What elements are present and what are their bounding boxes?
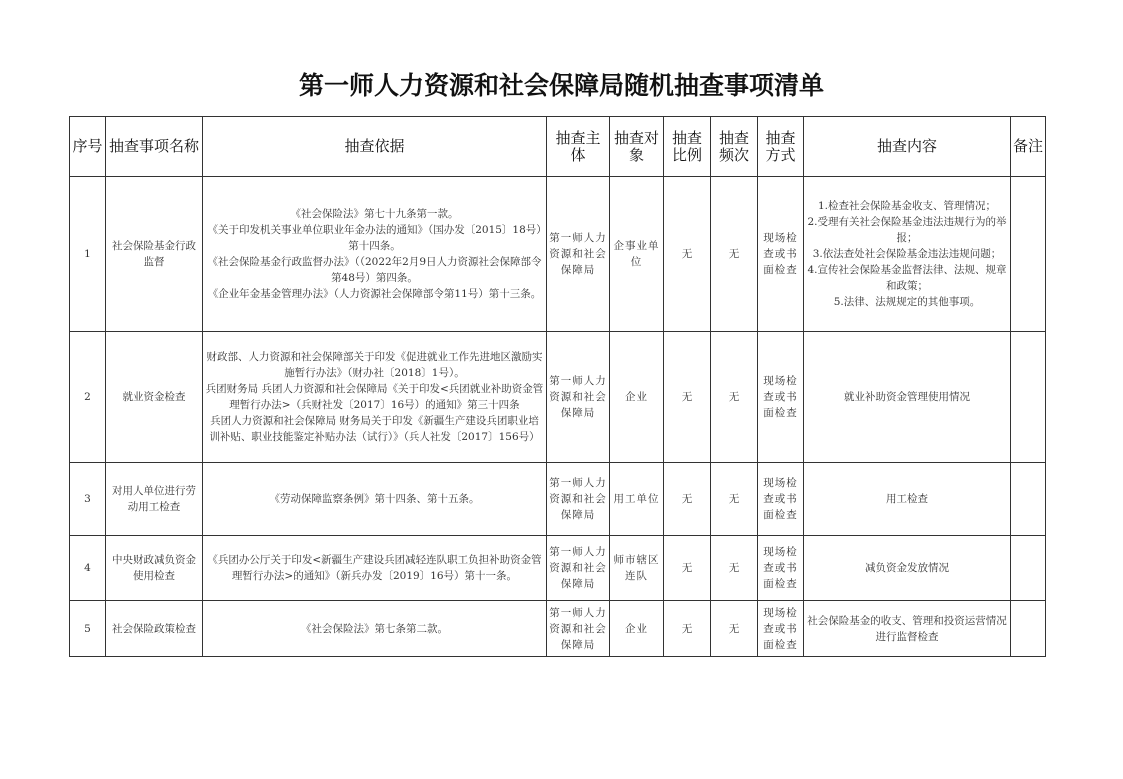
cell-seq: 2 [70,332,106,463]
cell-ratio: 无 [664,601,711,657]
cell-seq: 4 [70,536,106,601]
page-title: 第一师人力资源和社会保障局随机抽查事项清单 [298,71,824,100]
content-line: 4.宣传社会保险基金监督法律、法规、规章和政策； [807,264,1007,292]
cell-subject: 第一师人力资源和社会保障局 [547,463,610,536]
cell-ratio: 无 [664,177,711,332]
basis-line: 《企业年金基金管理办法》（人力资源社会保障部令第11号）第十三条。 [207,288,542,300]
cell-remark [1011,177,1046,332]
cell-seq: 5 [70,601,106,657]
basis-line: 《社会保险法》第七十九条第一款。 [290,208,459,220]
cell-basis [203,463,547,536]
cell-name: 对用人单位进行劳动用工检查 [106,463,203,536]
cell-content [804,463,1011,536]
header-object: 抽查对象 [610,117,664,177]
cell-basis [203,332,547,463]
basis-line: 《劳动保障监察条例》第十四条、第十五条。 [269,493,480,505]
cell-method: 现场检查或书面检查 [758,332,804,463]
table-row [70,332,1046,463]
basis-line: 《兵团办公厅关于印发<新疆生产建设兵团减轻连队职工负担补助资金管理暂行办法>的通知》（新兵办发〔2019〕16号）第十一条。 [207,554,542,582]
cell-object: 企业 [610,332,664,463]
basis-line: 《社会保险法》第七条第二款。 [301,622,448,635]
basis-line: 财政部、人力资源和社会保障部关于印发《促进就业工作先进地区激励实施暂行办法》（财办社〔2018〕1号）。 [206,351,543,379]
cell-subject: 第一师人力资源和社会保障局 [547,536,610,601]
table-row [70,177,1046,332]
cell-ratio: 无 [664,536,711,601]
cell-name: 就业资金检查 [106,332,203,463]
content-line: 就业补助资金管理使用情况 [844,391,970,403]
content-line: 用工检查 [886,493,928,505]
content-line: 3.依法查处社会保险基金违法违规问题； [812,248,1002,260]
cell-frequency: 无 [711,177,758,332]
cell-ratio: 无 [664,463,711,536]
cell-name: 社会保险基金行政监督 [106,177,203,332]
cell-basis [203,536,547,601]
content-line: 减负资金发放情况 [865,562,949,574]
header-basis: 抽查依据 [203,117,547,177]
cell-name: 中央财政减负资金使用检查 [106,536,203,601]
cell-frequency: 无 [711,463,758,536]
cell-content [804,177,1011,332]
header-frequency: 抽查频次 [711,117,758,177]
content-line: 5.法律、法规规定的其他事项。 [833,296,981,308]
cell-method: 现场检查或书面检查 [758,463,804,536]
cell-content [804,601,1011,657]
cell-object: 企事业单位 [610,177,664,332]
cell-subject: 第一师人力资源和社会保障局 [547,177,610,332]
content-line: 1.检查社会保险基金收支、管理情况； [817,200,997,212]
basis-line: 《社会保险基金行政监督办法》（（2022年2月9日人力资源社会保障部令第48号）第四条。 [207,256,542,284]
table-row [70,601,1046,657]
cell-basis [203,601,547,657]
table-row [70,463,1046,536]
cell-ratio: 无 [664,332,711,463]
cell-name: 社会保险政策检查 [106,601,203,657]
cell-frequency: 无 [711,536,758,601]
cell-seq: 3 [70,463,106,536]
cell-remark [1011,601,1046,657]
header-remark: 备注 [1011,117,1046,177]
header-name: 抽查事项名称 [106,117,203,177]
basis-line: 兵团财务局 兵团人力资源和社会保障局《关于印发<兵团就业补助资金管理暂行办法>（兵财社发〔2017〕16号）的通知》第三十四条 [205,383,544,411]
cell-method: 现场检查或书面检查 [758,601,804,657]
header-subject: 抽查主体 [547,117,610,177]
inspection-items-table [69,116,1046,657]
cell-remark [1011,536,1046,601]
header-row [70,117,1046,177]
cell-frequency: 无 [711,332,758,463]
cell-object: 企业 [610,601,664,657]
cell-remark [1011,463,1046,536]
cell-content [804,332,1011,463]
cell-object: 用工单位 [610,463,664,536]
cell-method: 现场检查或书面检查 [758,536,804,601]
header-seq: 序号 [70,117,106,177]
cell-seq: 1 [70,177,106,332]
cell-basis [203,177,547,332]
header-ratio: 抽查比例 [664,117,711,177]
basis-line: 《关于印发机关事业单位职业年金办法的通知》（国办发〔2015〕18号）第十四条。 [207,224,542,252]
cell-object: 师市辖区连队 [610,536,664,601]
basis-line: 兵团人力资源和社会保障局 财务局关于印发《新疆生产建设兵团职业培训补贴、职业技能鉴定补贴办法（试行）》（兵人社发〔2017〕156号） [209,415,540,443]
table-row [70,536,1046,601]
cell-content [804,536,1011,601]
header-content: 抽查内容 [804,117,1011,177]
header-method: 抽查方式 [758,117,804,177]
cell-method: 现场检查或书面检查 [758,177,804,332]
cell-subject: 第一师人力资源和社会保障局 [547,601,610,657]
content-line: 2.受理有关社会保险基金违法违规行为的举报； [807,216,1007,244]
cell-remark [1011,332,1046,463]
cell-frequency: 无 [711,601,758,657]
cell-subject: 第一师人力资源和社会保障局 [547,332,610,463]
content-line: 社会保险基金的收支、管理和投资运营情况进行监督检查 [807,614,1007,643]
